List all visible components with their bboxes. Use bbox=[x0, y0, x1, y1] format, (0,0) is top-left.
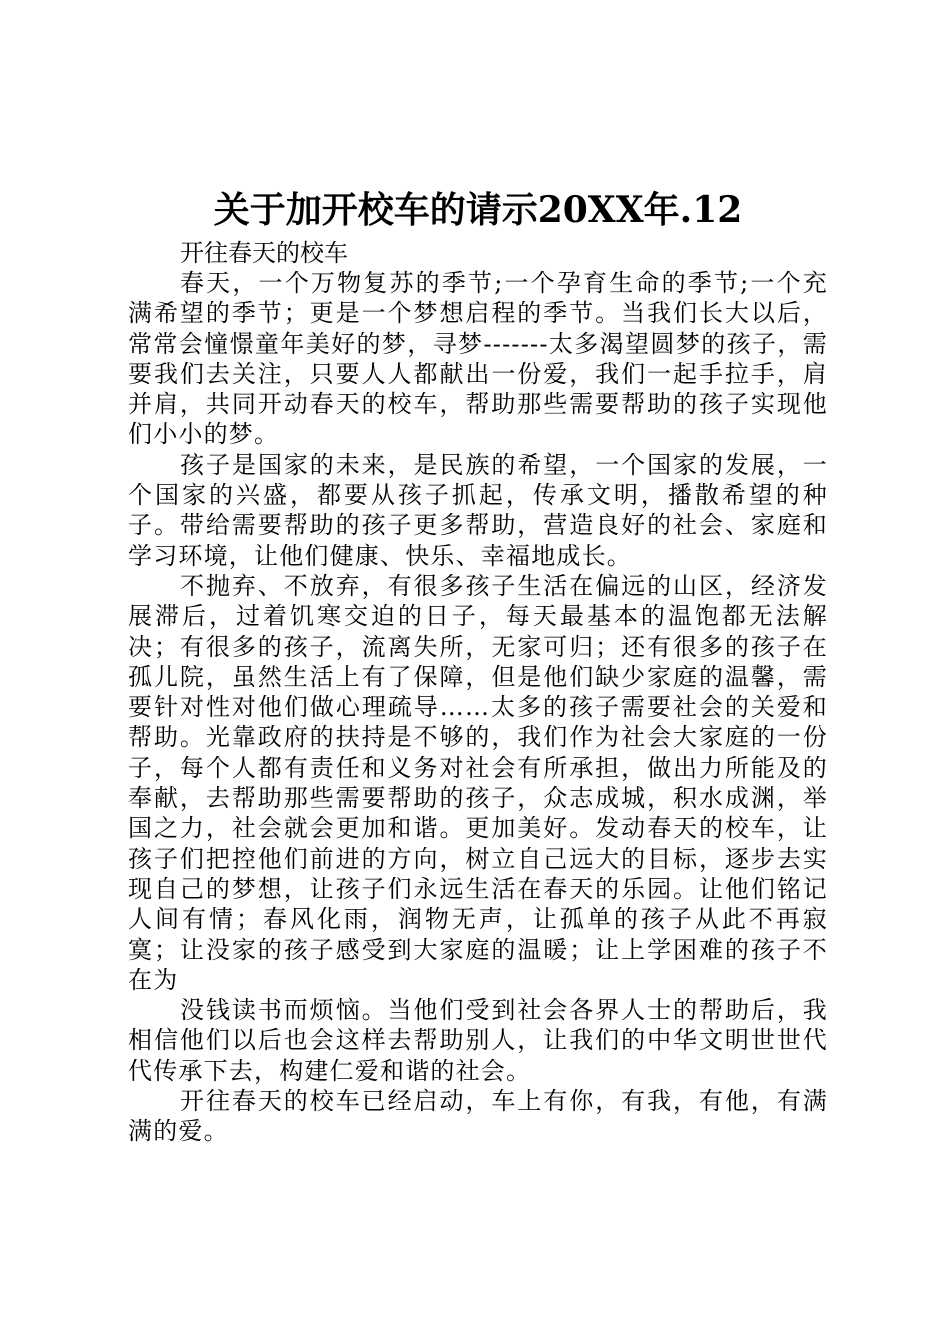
paragraph-4: 没钱读书而烦恼。当他们受到社会各界人士的帮助后，我相信他们以后也会这样去帮助别人，让我们的中华文明世世代代传承下去，构建仁爱和谐的社会。 bbox=[128, 996, 828, 1085]
paragraph-3: 不抛弃、不放弃，有很多孩子生活在偏远的山区，经济发展滞后，过着饥寒交迫的日子，每天最基本的温饱都无法解决；有很多的孩子，流离失所，无家可归；还有很多的孩子在孤儿院，虽然生活上有了保障，但是他们缺少家庭的温馨，需要针对性对他们做心理疏导……太多的孩子需要社会的关爱和帮助。光靠政府的扶持是不够的，我们作为社会大家庭的一份子，每个人都有责任和义务对社会有所承担，做出力所能及的奉献，去帮助那些需要帮助的孩子，众志成城，积水成渊，举国之力，社会就会更加和谐。更加美好。发动春天的校车，让孩子们把控他们前进的方向，树立自己远大的目标，逐步去实现自己的梦想，让孩子们永远生活在春天的乐园。让他们铭记人间有情；春风化雨，润物无声，让孤单的孩子从此不再寂寞；让没家的孩子感受到大家庭的温暖；让上学困难的孩子不在为 bbox=[128, 571, 828, 994]
paragraph-5: 开往春天的校车已经启动，车上有你，有我，有他，有满满的爱。 bbox=[128, 1087, 828, 1146]
paragraph-1: 春天，一个万物复苏的季节;一个孕育生命的季节;一个充满希望的季节；更是一个梦想启程的季节。当我们长大以后，常常会憧憬童年美好的梦，寻梦-------太多渴望圆梦的孩子，需要我们去关注，只要人人都献出一份爱，我们一起手拉手，肩并肩，共同开动春天的校车，帮助那些需要帮助的孩子实现他们小小的梦。 bbox=[128, 269, 828, 449]
paragraph-2: 孩子是国家的未来，是民族的希望，一个国家的发展，一个国家的兴盛，都要从孩子抓起，传承文明，播散希望的种子。带给需要帮助的孩子更多帮助，营造良好的社会、家庭和学习环境，让他们健康、快乐、幸福地成长。 bbox=[128, 450, 828, 570]
document-page bbox=[128, 182, 828, 1147]
document-title: 关于加开校车的请示20XX年.12 bbox=[213, 189, 743, 231]
document-subtitle: 开往春天的校车 bbox=[180, 239, 348, 267]
